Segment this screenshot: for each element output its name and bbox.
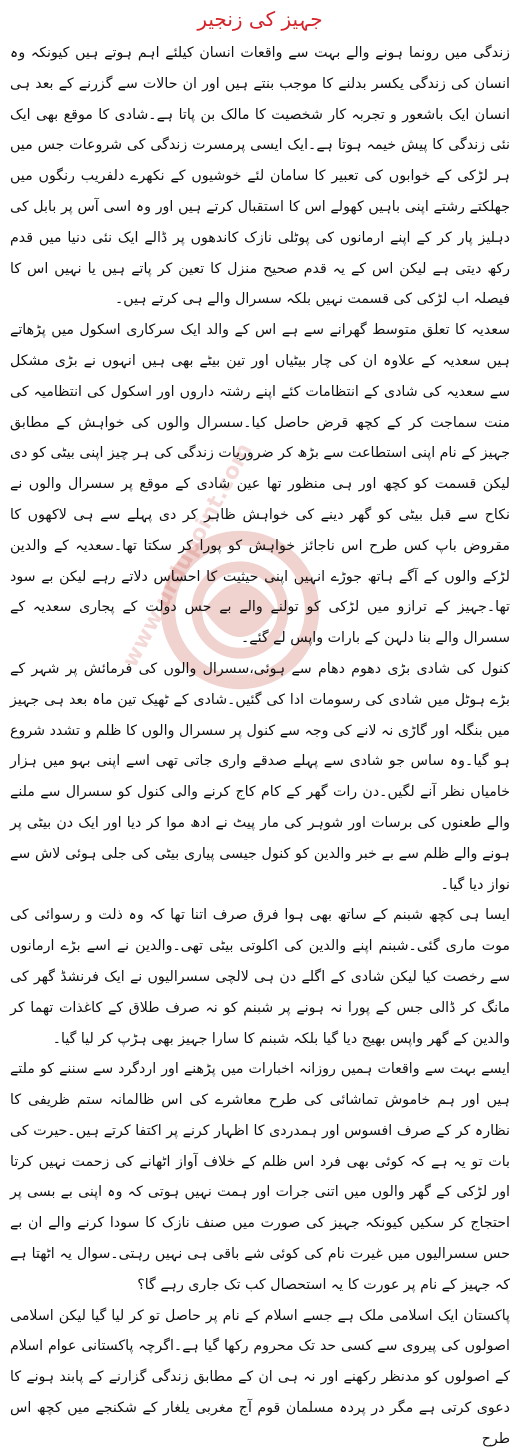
article-paragraph-6: پاکستان ایک اسلامی ملک ہے جسے اسلام کے نام پر حاصل تو کر لیا گیا لیکن اسلامی اصولوں کی پیروی سے کسی حد تک محروم رکھا گیا ہے۔اگرچہ پاکستانی عوام اسلام کے اصولوں کو مدنظر رکھنے اور نہ ہی ان کے مطابق زندگی گزارنے کے پابند ہونے کا دعوی کرتی ہے مگر در پردہ مسلمان قوم آج مغربی یلغار کے شکنجے میں کچھ اس طرح (10, 1307, 510, 1447)
article-paragraph-4: ایسا ہی کچھ شبنم کے ساتھ بھی ہوا فرق صرف اتنا تھا کہ وہ ذلت و رسوائی کی موت ماری گئی۔شبنم اپنے والدین کی اکلوتی بیٹی تھی۔والدین نے اسے بڑے ارمانوں سے رخصت کیا لیکن شادی کے اگلے دن ہی لالچی سسرالیوں نے ایک فرنشڈ گھر کی مانگ کر ڈالی جس کے پورا نہ ہونے پر شبنم کو نہ صرف طلاق کے کاغذات تھما کر والدین کے گھر واپس بھیج دیا گیا بلکہ شبنم کا سارا جہیز بھی ہڑپ کر لیا گیا۔ (10, 907, 510, 1047)
article-paragraph-3: کنول کی شادی بڑی دھوم دھام سے ہوئی،سسرال والوں کی فرمائش پر شہر کے بڑے ہوٹل میں شادی کی رسومات ادا کی گئیں۔شادی کے ٹھیک تین ماہ بعد ہی جہیز میں بنگلہ اور گاڑی نہ لانے کی وجہ سے کنول پر سسرال والوں کا ظلم و تشدد شروع ہو گیا۔وہ ساس جو شادی سے پہلے صدقے واری جاتی تھی اسے اپنی بہو میں ہزار خامیاں نظر آنے لگیں۔دن رات گھر کے کام کاج کرنے والی کنول کو سسرال سے ملنے والے طعنوں کی برسات اور شوہر کی مار پیٹ نے ادھ موا کر دیا اور ایک دن بیٹی پر ہونے والے ظلم سے بے خبر والدین کو کنول جیسی پیاری بیٹی کی جلی ہوئی لاش سے نواز دیا گیا۔ (10, 660, 510, 893)
article-paragraph-5: ایسے بہت سے واقعات ہمیں روزانہ اخبارات میں پڑھنے اور اردگرد سے سننے کو ملتے ہیں اور ہم خاموش تماشائی کی طرح معاشرے کی اس ظالمانہ ستم ظریفی کا نظارہ کر کے صرف افسوس اور ہمدردی کا اظہار کرنے پر اکتفا کرتے ہیں۔حیرت کی بات تو یہ ہے کہ کوئی بھی فرد اس ظلم کے خلاف آواز اٹھانے کی زحمت نہیں کرتا اور لڑکی کے گھر والوں میں اتنی جرات اور ہمت نہیں ہوتی کہ وہ اپنی بے بسی پر احتجاج کر سکیں کیونکہ جہیز کی صورت میں صنف نازک کا سودا کرنے والے ان بے حس سسرالیوں میں غیرت نام کی کوئی شے باقی ہی نہیں رہتی۔سوال یہ اٹھتا ہے کہ جہیز کے نام پر عورت کا یہ استحصال کب تک جاری رہے گا؟ (10, 1061, 510, 1293)
watermark-site: www.urdupoint.com (118, 439, 258, 672)
article-body (0, 38, 520, 1455)
article-paragraph-2: سعدیہ کا تعلق متوسط گھرانے سے ہے اس کے والد ایک سرکاری اسکول میں پڑھاتے ہیں سعدیہ کے علاوہ ان کی چار بیٹیاں اور تین بیٹے بھی ہیں انہوں نے بڑی مشکل سے سعدیہ کی شادی کے انتظامات کئے اپنے رشتہ داروں اور اسکول کی انتظامیہ کی منت سماجت کر کے کچھ قرض حاصل کیا۔سسرال والوں کی خواہش کے مطابق جہیز کے نام اپنی استطاعت سے بڑھ کر ضروریات زندگی کی ہر چیز اپنی بیٹی کو دی لیکن قسمت کو کچھ اور ہی منظور تھا عین شادی کے موقع پر سسرال والوں نے نکاح سے قبل بیٹی کو گھر دینے کی خواہش ظاہر کر دی پہلے سے ہی لاکھوں کا مقروض باپ کس طرح اس ناجائز خواہش کو پورا کر سکتا تھا۔سعدیہ کے والدین لڑکے والوں کے آگے ہاتھ جوڑے انہیں اپنی حیثیت کا احساس دلاتے رہے لیکن بے سود تھا۔جہیز کے ترازو میں لڑکی کو تولنے والے بے حس دولت کے پجاری سعدیہ کے سسرال والے بنا دلہن کے بارات واپس لے گئے۔ (10, 322, 510, 647)
article-paragraph-1: زندگی میں رونما ہونے والے بہت سے واقعات انسان کیلئے اہم ہوتے ہیں کیونکہ وہ انسان کی زندگی یکسر بدلنے کا موجب بنتے ہیں اور ان حالات سے گزرنے کے بعد ہی انسان ایک باشعور و تجربہ کار شخصیت کا مالک بن پاتا ہے۔شادی کا موقع بھی ایک نئی زندگی کا پیش خیمہ ہوتا ہے۔ایک ایسی پرمسرت زندگی کی شروعات جس میں ہر لڑکی کے خوابوں کی تعبیر کا سامان لئے خوشیوں کے نکھرے دلفریب رنگوں میں جھلکتے رشتے اپنی باہیں کھولے اس کا استقبال کرتے ہیں اور وہ اسی آس پر بابل کی دہلیز پار کر کے اپنے ارمانوں کی پوٹلی نازک کاندھوں پر ڈالے ایک نئی دنیا میں قدم رکھ دیتی ہے لیکن اس کے یہ قدم صحیح منزل کا تعین کر پاتے ہیں یا نہیں اس کا فیصلہ اب لڑکی کی قسمت نہیں بلکہ سسرال والے ہی کرتے ہیں۔ (10, 45, 510, 308)
article-title: جہیز کی زنجیر (197, 7, 323, 31)
